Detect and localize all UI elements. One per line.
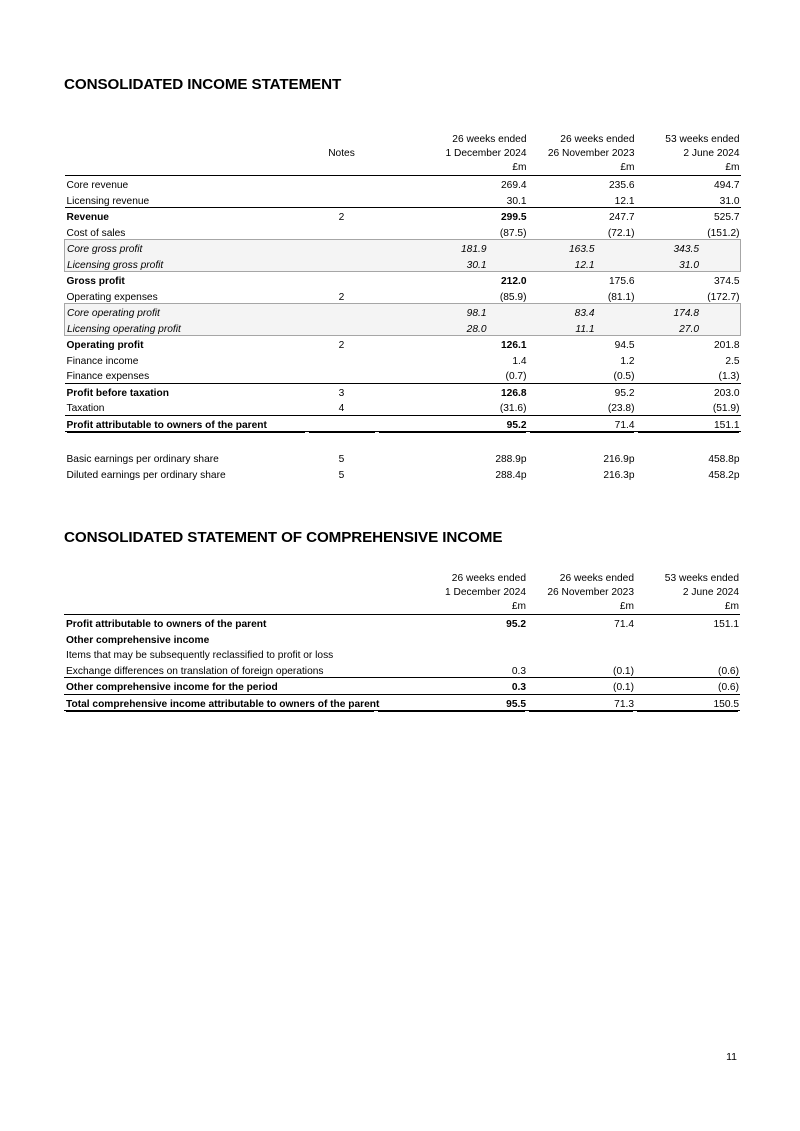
header-col3-unit: £m bbox=[636, 159, 741, 176]
row-value-col2: 216.9p bbox=[603, 454, 635, 466]
table-row-total bbox=[65, 415, 741, 432]
header-col2-date: 26 November 2023 bbox=[547, 586, 634, 598]
table-header-unit-row bbox=[65, 159, 741, 176]
row-value-col1: 30.1 bbox=[377, 192, 528, 208]
header-spacer bbox=[65, 131, 307, 145]
table-row-analysis bbox=[65, 240, 741, 256]
row-value-col3: 201.8 bbox=[714, 340, 740, 352]
header-spacer-2 bbox=[65, 145, 307, 159]
row-value-col2: 1.2 bbox=[620, 355, 635, 367]
row-label: Core operating profit bbox=[65, 304, 307, 320]
row-value-col1: 0.3 bbox=[376, 678, 527, 695]
spacer-cell bbox=[377, 432, 528, 451]
row-value-col2: (0.5) bbox=[528, 367, 636, 383]
row-value-col1 bbox=[376, 631, 527, 647]
row-value-col3 bbox=[635, 646, 740, 662]
row-value-col3: 151.1 bbox=[713, 619, 739, 631]
row-value-col1: 212.0 bbox=[501, 276, 527, 288]
header-notes-spacer-2 bbox=[307, 159, 377, 176]
row-value-col1 bbox=[376, 646, 527, 662]
table-row bbox=[65, 288, 741, 304]
row-value-col2: 71.4 bbox=[614, 619, 634, 631]
table-row-analysis bbox=[65, 256, 741, 272]
table-row bbox=[65, 367, 741, 383]
row-label: Profit attributable to owners of the parent bbox=[65, 415, 307, 432]
header-col1-period: 26 weeks ended bbox=[451, 572, 526, 584]
row-notes: 4 bbox=[307, 399, 377, 415]
row-notes: 3 bbox=[338, 387, 345, 399]
spacer-cell bbox=[636, 432, 741, 451]
row-value-col3: 343.5 bbox=[636, 240, 741, 256]
header-col2-period: 26 weeks ended bbox=[560, 133, 635, 145]
row-label: Total comprehensive income attributable to owners of the parent bbox=[64, 694, 376, 711]
table-header-period-row bbox=[65, 131, 741, 145]
row-label: Items that may be subsequently reclassified to profit or loss bbox=[66, 650, 334, 662]
row-value-col2: 11.1 bbox=[528, 320, 636, 336]
table-header-date-row bbox=[65, 145, 741, 159]
header-notes-label: Notes bbox=[328, 147, 355, 159]
row-value-col3: 494.7 bbox=[714, 180, 740, 192]
header-col1-unit: £m bbox=[376, 598, 527, 615]
header-spacer-3 bbox=[64, 598, 376, 615]
header-col1-period: 26 weeks ended bbox=[452, 133, 527, 145]
comprehensive-income-table bbox=[64, 570, 740, 711]
row-value-col1: 181.9 bbox=[377, 240, 528, 256]
row-value-col3: (0.6) bbox=[635, 678, 740, 695]
row-value-col1: 126.8 bbox=[501, 387, 527, 399]
page-number: 11 bbox=[726, 1051, 737, 1063]
row-value-col2: 235.6 bbox=[609, 180, 635, 192]
row-label: Licensing gross profit bbox=[65, 256, 307, 272]
row-value-col1: (0.7) bbox=[377, 367, 528, 383]
row-notes: 2 bbox=[338, 291, 345, 303]
row-value-col2 bbox=[527, 631, 635, 647]
row-value-col1: 1.4 bbox=[512, 355, 527, 367]
table-header-period-row bbox=[64, 570, 740, 584]
row-notes: 2 bbox=[338, 212, 345, 224]
row-value-col2: 71.3 bbox=[527, 694, 635, 711]
row-label: Finance income bbox=[66, 355, 139, 367]
table-row-analysis bbox=[65, 320, 741, 336]
row-value-col3: 203.0 bbox=[714, 387, 740, 399]
table-row-analysis bbox=[65, 304, 741, 320]
table-row-section-label bbox=[64, 631, 740, 647]
row-value-col2: 163.5 bbox=[528, 240, 636, 256]
row-value-col1: 299.5 bbox=[501, 212, 527, 224]
row-value-col2: 216.3p bbox=[603, 469, 635, 481]
header-col2-unit: £m bbox=[528, 159, 636, 176]
row-label: Taxation bbox=[65, 399, 307, 415]
row-notes bbox=[307, 320, 377, 336]
row-value-col1: 288.4p bbox=[495, 469, 527, 481]
header-col1-date: 1 December 2024 bbox=[445, 147, 527, 159]
row-value-col2: 71.4 bbox=[528, 415, 636, 432]
row-label: Cost of sales bbox=[66, 227, 126, 239]
table-header-unit-row bbox=[64, 598, 740, 615]
spacer-cell bbox=[65, 432, 307, 451]
row-value-col1: 28.0 bbox=[377, 320, 528, 336]
row-label: Operating expenses bbox=[66, 291, 158, 303]
table-row-subtotal bbox=[65, 208, 741, 224]
row-value-col3: (0.6) bbox=[635, 662, 740, 678]
row-value-col2: 247.7 bbox=[609, 212, 635, 224]
row-value-col1: 95.5 bbox=[376, 694, 527, 711]
row-value-col3: (1.3) bbox=[636, 367, 741, 383]
row-value-col1: 95.2 bbox=[506, 619, 526, 631]
row-label: Revenue bbox=[66, 212, 109, 224]
header-spacer-2 bbox=[64, 584, 376, 598]
row-value-col3: 2.5 bbox=[725, 355, 740, 367]
table-row bbox=[65, 466, 741, 482]
spacer-cell bbox=[528, 432, 636, 451]
header-spacer bbox=[64, 570, 376, 584]
row-value-col1: 126.1 bbox=[501, 340, 527, 352]
row-value-col2: 12.1 bbox=[528, 192, 636, 208]
header-col3-date: 2 June 2024 bbox=[683, 147, 740, 159]
row-value-col1: (85.9) bbox=[499, 291, 527, 303]
row-label: Profit before taxation bbox=[66, 387, 169, 399]
row-value-col1: 288.9p bbox=[495, 454, 527, 466]
row-notes bbox=[307, 367, 377, 383]
row-notes: 2 bbox=[338, 340, 345, 352]
header-col3-unit: £m bbox=[635, 598, 740, 615]
table-row-subtotal bbox=[64, 615, 740, 631]
row-label: Profit attributable to owners of the parent bbox=[66, 619, 267, 631]
table-row bbox=[64, 662, 740, 678]
row-value-col3: 27.0 bbox=[636, 320, 741, 336]
row-notes bbox=[307, 352, 377, 368]
row-notes bbox=[307, 192, 377, 208]
row-label: Basic earnings per ordinary share bbox=[66, 454, 219, 466]
table-row-total bbox=[64, 694, 740, 711]
row-value-col3: 458.8p bbox=[708, 454, 740, 466]
header-col1-unit: £m bbox=[377, 159, 528, 176]
row-value-col2: 12.1 bbox=[528, 256, 636, 272]
row-value-col3: 31.0 bbox=[636, 256, 741, 272]
row-label: Core revenue bbox=[66, 180, 129, 192]
row-value-col3: 31.0 bbox=[636, 192, 741, 208]
row-value-col3: 458.2p bbox=[708, 469, 740, 481]
comprehensive-income-heading: CONSOLIDATED STATEMENT OF COMPREHENSIVE INCOME bbox=[64, 529, 503, 546]
header-col3-date: 2 June 2024 bbox=[682, 586, 739, 598]
row-notes bbox=[307, 272, 377, 288]
row-value-col3: (172.7) bbox=[707, 291, 740, 303]
row-notes bbox=[307, 240, 377, 256]
row-label: Core gross profit bbox=[65, 240, 307, 256]
income-statement-heading: CONSOLIDATED INCOME STATEMENT bbox=[64, 76, 342, 93]
row-value-col1: (87.5) bbox=[499, 227, 527, 239]
table-row bbox=[64, 646, 740, 662]
row-value-col1: 98.1 bbox=[377, 304, 528, 320]
header-notes-spacer bbox=[307, 131, 377, 145]
table-row-subtotal bbox=[65, 383, 741, 399]
row-value-col1: 0.3 bbox=[376, 662, 527, 678]
table-row bbox=[65, 450, 741, 466]
row-label: Exchange differences on translation of foreign operations bbox=[64, 662, 376, 678]
row-label: Licensing revenue bbox=[65, 192, 307, 208]
row-value-col2: 94.5 bbox=[614, 340, 635, 352]
row-value-col3: 150.5 bbox=[635, 694, 740, 711]
header-col3-period: 53 weeks ended bbox=[665, 133, 740, 145]
row-value-col2: (23.8) bbox=[528, 399, 636, 415]
row-value-col3: 151.1 bbox=[636, 415, 741, 432]
header-spacer-3 bbox=[65, 159, 307, 176]
row-value-col2: (0.1) bbox=[527, 678, 635, 695]
row-value-col1: 269.4 bbox=[501, 180, 527, 192]
row-value-col1: 30.1 bbox=[377, 256, 528, 272]
table-row-subtotal bbox=[65, 336, 741, 352]
row-label: Other comprehensive income for the period bbox=[64, 678, 376, 695]
row-value-col2: (0.1) bbox=[527, 662, 635, 678]
row-label: Diluted earnings per ordinary share bbox=[66, 469, 226, 481]
row-value-col2: 83.4 bbox=[528, 304, 636, 320]
row-notes bbox=[307, 176, 377, 192]
row-label: Licensing operating profit bbox=[65, 320, 307, 336]
header-col2-date: 26 November 2023 bbox=[547, 147, 635, 159]
row-label: Operating profit bbox=[66, 340, 144, 352]
row-notes bbox=[307, 415, 377, 432]
row-value-col1: (31.6) bbox=[377, 399, 528, 415]
header-col1-date: 1 December 2024 bbox=[445, 586, 526, 598]
table-row bbox=[65, 399, 741, 415]
row-value-col3: (151.2) bbox=[707, 227, 740, 239]
income-statement-table bbox=[64, 131, 741, 481]
row-value-col2: 95.2 bbox=[614, 387, 635, 399]
row-value-col3: 525.7 bbox=[714, 212, 740, 224]
header-col2-unit: £m bbox=[527, 598, 635, 615]
row-notes: 5 bbox=[338, 469, 345, 481]
row-value-col3 bbox=[635, 631, 740, 647]
header-col3-period: 53 weeks ended bbox=[664, 572, 739, 584]
row-value-col2: (72.1) bbox=[607, 227, 635, 239]
table-row bbox=[65, 224, 741, 240]
header-col2-period: 26 weeks ended bbox=[559, 572, 634, 584]
row-value-col2 bbox=[527, 646, 635, 662]
table-header-date-row bbox=[64, 584, 740, 598]
row-value-col1: 95.2 bbox=[377, 415, 528, 432]
table-row bbox=[65, 352, 741, 368]
table-row-subtotal bbox=[64, 678, 740, 695]
row-label: Finance expenses bbox=[65, 367, 307, 383]
row-value-col3: (51.9) bbox=[636, 399, 741, 415]
row-label: Other comprehensive income bbox=[66, 634, 210, 646]
row-notes: 5 bbox=[338, 454, 345, 466]
row-value-col2: (81.1) bbox=[607, 291, 635, 303]
row-value-col2: 175.6 bbox=[609, 276, 635, 288]
row-label: Gross profit bbox=[66, 276, 125, 288]
table-row bbox=[65, 192, 741, 208]
table-row-subtotal bbox=[65, 272, 741, 288]
table-spacer-row bbox=[65, 432, 741, 451]
table-row bbox=[65, 176, 741, 192]
row-notes bbox=[307, 224, 377, 240]
spacer-cell bbox=[307, 432, 377, 451]
row-value-col3: 174.8 bbox=[636, 304, 741, 320]
row-notes bbox=[307, 304, 377, 320]
row-notes bbox=[307, 256, 377, 272]
row-value-col3: 374.5 bbox=[714, 276, 740, 288]
